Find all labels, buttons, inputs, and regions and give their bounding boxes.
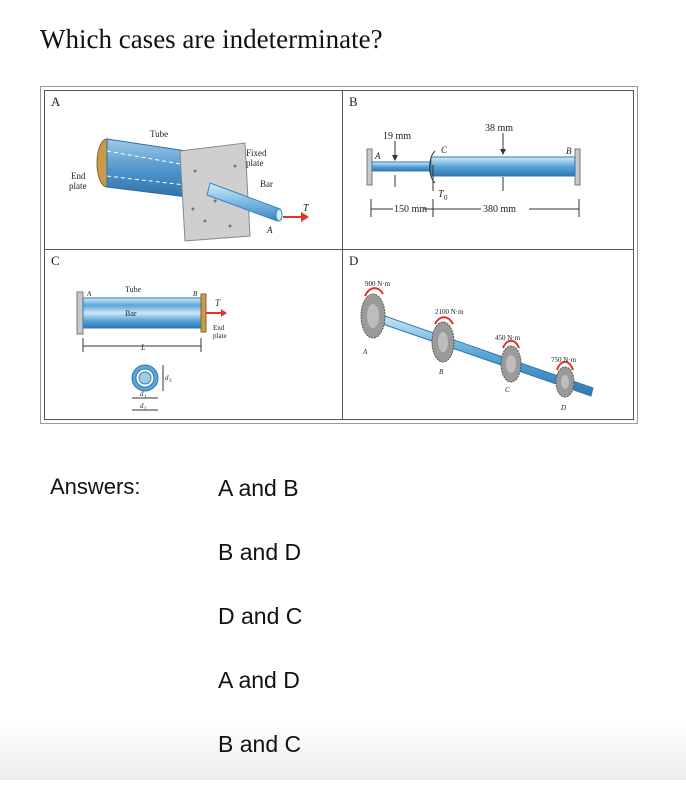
- label-d1-sub: 1: [144, 395, 147, 400]
- cross-section-inner: [139, 372, 151, 384]
- label-point-a: A: [267, 225, 273, 235]
- wall-left: [367, 149, 372, 185]
- panel-a-letter: A: [51, 94, 61, 109]
- panel-a-drawing: [45, 91, 342, 249]
- gear-c: [501, 346, 521, 382]
- gear-a: [361, 294, 385, 338]
- gear-b: [432, 322, 454, 362]
- panel-b: [343, 91, 633, 250]
- panel-c-letter: C: [51, 253, 60, 268]
- label-dia-left: 19 mm: [383, 131, 412, 142]
- panel-a: [45, 91, 343, 250]
- wall-right: [575, 149, 580, 185]
- answer-option-b-and-d[interactable]: B and D: [218, 539, 302, 565]
- label-fixed-plate-2: plate: [246, 158, 264, 168]
- label-torque-sub: 0: [444, 194, 448, 202]
- answer-option-a-and-d[interactable]: A and D: [218, 667, 300, 693]
- label-torque: T: [215, 298, 221, 308]
- label-point-b: B: [566, 146, 572, 156]
- label-fixed-plate-1: Fixed: [246, 148, 267, 158]
- panel-d-drawing: [343, 250, 632, 419]
- label-point-a: A: [363, 348, 368, 356]
- answer-option-d-and-c[interactable]: D and C: [218, 603, 303, 629]
- label-d1: d: [140, 390, 144, 398]
- label-t-d: 750 N·m: [551, 356, 577, 364]
- label-point-b: B: [439, 368, 444, 376]
- label-torque: T: [438, 189, 444, 200]
- panel-d-letter: D: [349, 253, 359, 268]
- panel-c-drawing: [45, 250, 342, 419]
- wall-c: [77, 292, 83, 334]
- label-point-c: C: [505, 386, 510, 394]
- torque-arrow-c: [221, 309, 227, 317]
- label-end-plate-1: End: [71, 171, 86, 181]
- panel-d: [343, 250, 633, 419]
- label-d2-sub: 2: [144, 407, 147, 412]
- label-len-left: 150 mm: [394, 204, 428, 215]
- label-end-plate-1: End: [213, 324, 225, 332]
- label-bar: Bar: [125, 309, 137, 318]
- label-tube: Tube: [125, 285, 142, 294]
- label-end-plate-2: plate: [69, 181, 87, 191]
- end-plate-c: [201, 294, 206, 332]
- label-t-c: 450 N·m: [495, 334, 521, 342]
- answers-label: Answers:: [50, 474, 141, 499]
- shaft-small: [372, 162, 430, 171]
- label-point-a: A: [87, 290, 92, 298]
- label-len-right: 380 mm: [483, 204, 517, 215]
- problem-figure: [40, 86, 638, 424]
- gear-d: [556, 367, 574, 397]
- label-d3-sub: 3: [169, 379, 172, 384]
- label-t-b: 2100 N·m: [435, 308, 464, 316]
- label-length: L: [141, 343, 146, 352]
- shaft-large: [431, 157, 575, 176]
- answer-option-a-and-b[interactable]: A and B: [218, 475, 299, 501]
- answer-option-b-and-c[interactable]: B and C: [218, 731, 302, 757]
- question-text: Which cases are indeterminate?: [40, 24, 383, 54]
- panel-c: [45, 250, 343, 419]
- answer-options: [218, 474, 302, 794]
- label-end-plate-2: plate: [213, 332, 227, 340]
- tube-c: [83, 298, 201, 328]
- label-point-a: A: [375, 151, 381, 161]
- label-tube: Tube: [150, 129, 169, 139]
- label-point-b: B: [193, 290, 198, 298]
- label-dia-right: 38 mm: [485, 123, 514, 134]
- panel-b-letter: B: [349, 94, 358, 109]
- panel-b-drawing: [343, 91, 632, 249]
- label-point-c: C: [441, 145, 448, 155]
- label-torque: T: [303, 203, 309, 214]
- label-t-a: 900 N·m: [365, 280, 391, 288]
- label-d2: d: [140, 402, 144, 410]
- label-d3: d: [165, 374, 169, 382]
- label-bar: Bar: [260, 179, 273, 189]
- figure-grid: [44, 90, 634, 420]
- label-point-d: D: [561, 404, 567, 412]
